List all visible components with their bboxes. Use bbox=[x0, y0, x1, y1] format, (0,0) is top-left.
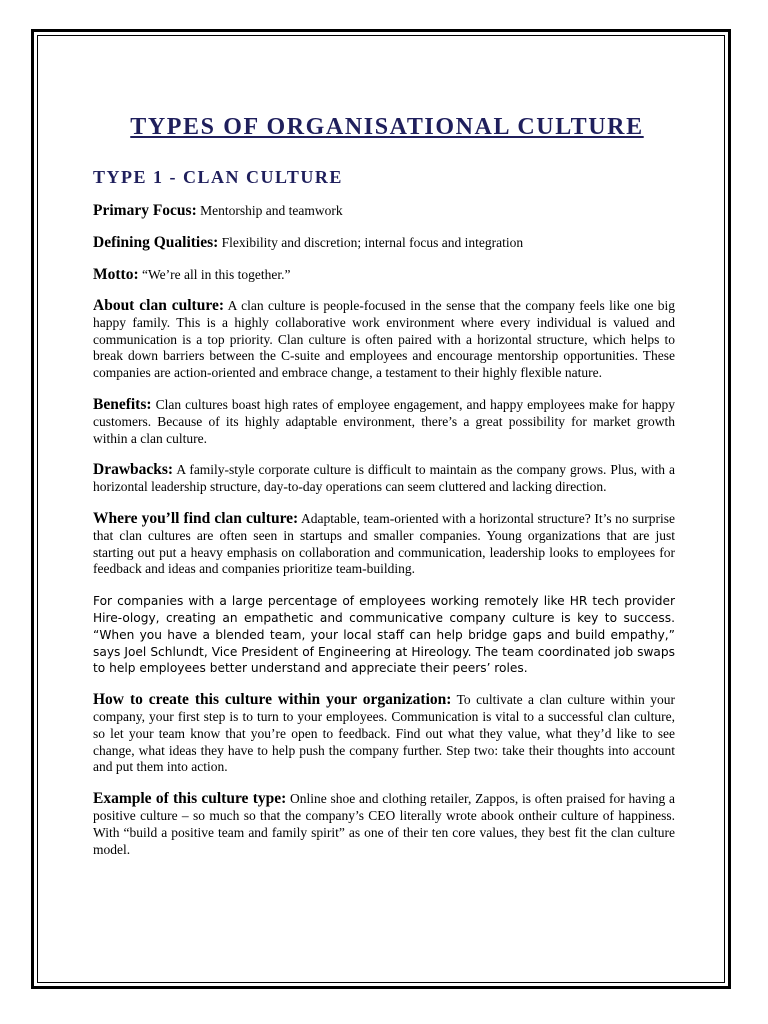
motto-line bbox=[93, 266, 675, 283]
example-paragraph bbox=[93, 791, 675, 858]
where-label: Where you’ll find clan culture: bbox=[93, 509, 299, 527]
motto-label: Motto: bbox=[93, 266, 139, 283]
about-paragraph bbox=[93, 298, 675, 382]
drawbacks-text: A family-style corporate culture is difficult to maintain as the company grows. Plus, with a horizontal leadership structure, day-to-day operations can seem cluttered and lacking direction. bbox=[93, 462, 675, 495]
drawbacks-label: Drawbacks: bbox=[93, 461, 174, 479]
section-heading: TYPE 1 - CLAN CULTURE bbox=[93, 167, 343, 187]
example-text: Online shoe and clothing retailer, Zappos, is often praised for having a positive culture – so much so that the company’s CEO literally wrote abook ontheir culture of happiness. With “build a positive team and family spirit” as one of their ten core values, they best fit the clan culture model. bbox=[93, 791, 675, 857]
remote-paragraph: For companies with a large percentage of employees working remotely like HR tech provider Hire-ology, creating an empathetic and communicative company culture is key to success. “When you have a blended team, your local staff can help bridge gaps and build empathy,” says Joel Schlundt, Vice President of Engineering at Hireology. The team coordinated job swaps to help employees better understand and appreciate their peers’ roles. bbox=[93, 594, 675, 676]
benefits-paragraph bbox=[93, 397, 675, 447]
example-label: Example of this culture type: bbox=[93, 790, 287, 808]
about-label: About clan culture: bbox=[93, 297, 224, 314]
primary-focus-line bbox=[93, 202, 675, 219]
where-text: Adaptable, team-oriented with a horizontal structure? It’s no surprise that clan cultures are often seen in startups and smaller companies. Young organizations that are just starting out put a heavy emphasis on collaboration and communication, leadership looks to employees for feedback and ideas and companies prioritize team-building. bbox=[93, 510, 675, 577]
motto-value: “We’re all in this together.” bbox=[138, 267, 291, 282]
defining-qualities-line bbox=[93, 234, 675, 251]
how-to-paragraph bbox=[93, 692, 675, 776]
where-paragraph bbox=[93, 511, 675, 578]
benefits-text: Clan cultures boast high rates of employee engagement, and happy employees make for happy customers. Because of its highly adaptable environment, there’s a great possibility for market growth within a clan culture. bbox=[93, 396, 675, 446]
drawbacks-paragraph bbox=[93, 462, 675, 496]
primary-focus-value: Mentorship and teamwork bbox=[196, 203, 343, 218]
document-body bbox=[93, 112, 675, 858]
how-to-label: How to create this culture within your organization: bbox=[93, 691, 452, 709]
benefits-label: Benefits: bbox=[93, 395, 152, 413]
about-text: A clan culture is people-focused in the sense that the company feels like one big happy family. This is a highly collaborative work environment where every individual is valued and communication is a top priority. Clan culture is often paired with a horizontal structure, which helps to break down barriers between the C-suite and employees and encourage mentorship opportunities. These companies are action-oriented and embrace change, a testament to their highly flexible nature. bbox=[93, 298, 675, 381]
primary-focus-label: Primary Focus: bbox=[93, 202, 197, 219]
how-to-text: To cultivate a clan culture within your company, your first step is to turn to your employees. Communication is vital to a successful clan culture, so let your team know that you’re open to feedback. Find out what they value, what they’d like to see change, what ideas they have to help push the company further. Step two: take their thoughts into account and put them into action. bbox=[93, 692, 675, 775]
document-title: TYPES OF ORGANISATIONAL CULTURE bbox=[130, 114, 644, 140]
defining-qualities-label: Defining Qualities: bbox=[93, 234, 219, 251]
defining-qualities-value: Flexibility and discretion; internal focus and integration bbox=[218, 235, 524, 250]
